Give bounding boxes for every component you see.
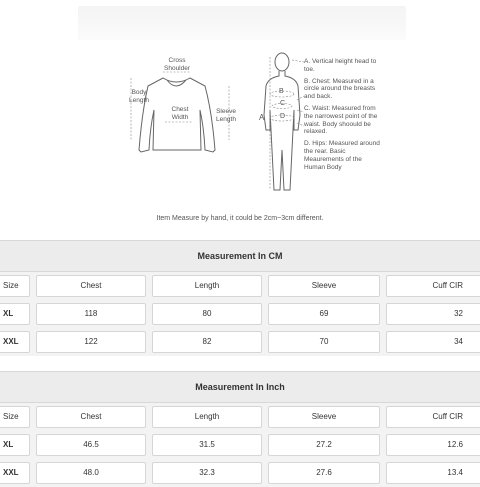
letter-d: D [280, 113, 286, 120]
note-a: A. Vertical height head to toe. [304, 58, 377, 73]
measure-caption: Item Measure by hand, it could be 2cm~3cm different. [156, 215, 324, 222]
length-cell: 32.3 [152, 462, 262, 484]
length-cell: 82 [152, 331, 262, 353]
length-cell: 80 [152, 303, 262, 325]
inch-header-row [0, 403, 480, 431]
table-row [0, 300, 480, 328]
size-cell: XL [0, 434, 30, 456]
note-c: C. Waist: Measured from the narrowest point of the waist. Body shoould be relaxed. [304, 104, 378, 136]
measurement-diagram [0, 0, 480, 232]
sleeve-cell: 27.6 [268, 462, 380, 484]
inch-table [0, 371, 480, 487]
note-b: B. Chest: Measured in a circle around the breasts and back. [304, 77, 376, 101]
letter-c: C [280, 100, 286, 107]
cm-table [0, 240, 480, 356]
sleeve-cell: 70 [268, 331, 380, 353]
header-length: Length [152, 406, 262, 428]
header-chest: Chest [36, 275, 146, 297]
cross-shoulder-label: Cross Shoulder [164, 57, 191, 72]
measurement-notes [304, 58, 380, 175]
chest-width-label: Chest Width [171, 106, 189, 121]
size-cell: XXL [0, 462, 30, 484]
letter-b: B [279, 88, 284, 95]
size-cell: XXL [0, 331, 30, 353]
cm-table-title: Measurement In CM [0, 240, 480, 272]
cm-header-row [0, 272, 480, 300]
length-cell: 31.5 [152, 434, 262, 456]
cuff-cell: 13.4 [386, 462, 480, 484]
chest-cell: 46.5 [36, 434, 146, 456]
body-length-label: Body Length [129, 89, 149, 104]
cuff-cell: 12.6 [386, 434, 480, 456]
inch-table-title: Measurement In Inch [0, 371, 480, 403]
cuff-cell: 34 [386, 331, 480, 353]
size-cell: XL [0, 303, 30, 325]
cuff-cell: 32 [386, 303, 480, 325]
chest-cell: 122 [36, 331, 146, 353]
chest-cell: 48.0 [36, 462, 146, 484]
header-sleeve: Sleeve [268, 406, 380, 428]
header-sleeve: Sleeve [268, 275, 380, 297]
header-chest: Chest [36, 406, 146, 428]
table-row [0, 328, 480, 356]
table-row [0, 459, 480, 487]
sleeve-length-label: Sleeve Length [216, 108, 236, 123]
header-length: Length [152, 275, 262, 297]
header-cuff: Cuff CIR [386, 275, 480, 297]
note-d: D. Hips: Measured around the rear. Basic Meaurements of the Human Body [304, 140, 380, 171]
garment-sketch [0, 0, 480, 232]
header-size: Size [0, 406, 30, 428]
chest-cell: 118 [36, 303, 146, 325]
table-row [0, 431, 480, 459]
letter-a: A [259, 113, 265, 122]
header-size: Size [0, 275, 30, 297]
sleeve-cell: 69 [268, 303, 380, 325]
header-cuff: Cuff CIR [386, 406, 480, 428]
sleeve-cell: 27.2 [268, 434, 380, 456]
